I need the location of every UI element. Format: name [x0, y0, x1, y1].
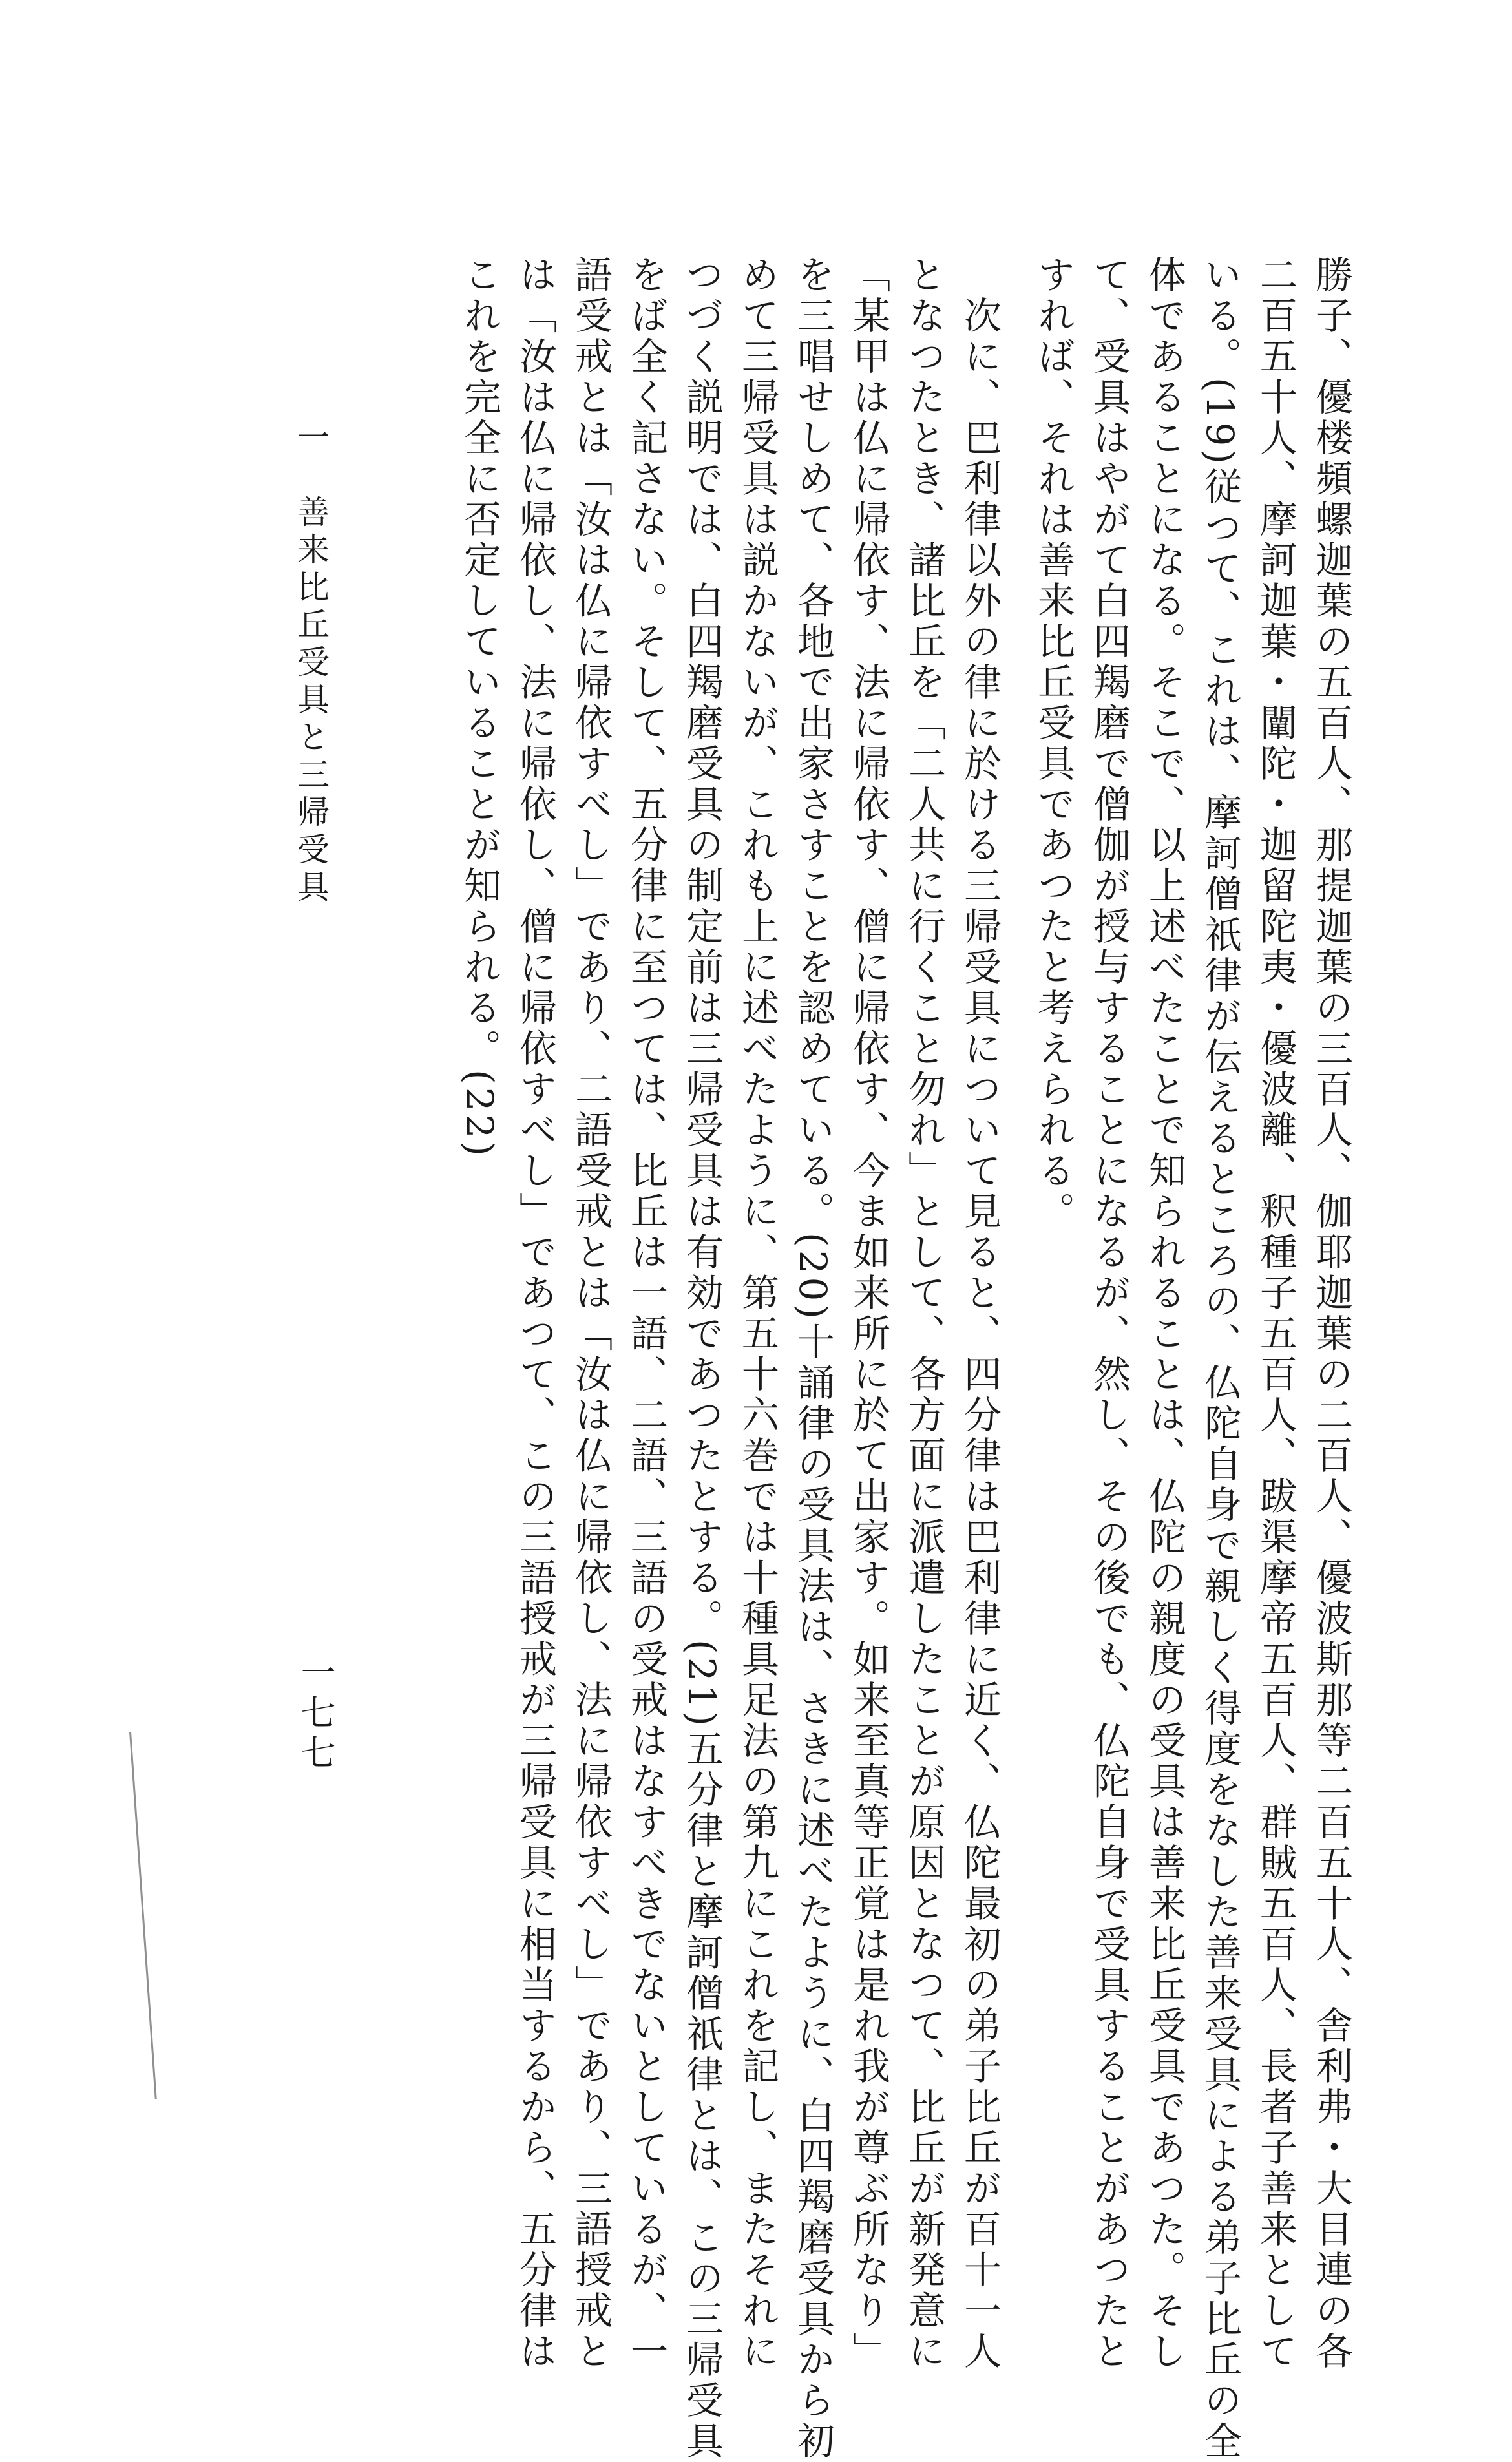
- text-column: をば全く記さない。そして、五分律に至つては、比丘は一語、二語、三語の受戒はなすべきでないとしているが、一: [624, 255, 668, 2372]
- text-column: となつたとき、諸比丘を「二人共に行くこと勿れ」として、各方面に派遣したことが原因となつて、比丘が新発意に: [902, 255, 946, 2372]
- text-column: いる。(19)従つて、これは、摩訶僧祇律が伝えるところの、仏陀自身で親しく得度をなした善来受具による弟子比丘の全: [1198, 255, 1242, 2462]
- text-column: すれば、それは善来比丘受具であつたと考えられる。: [1031, 255, 1075, 1232]
- scan-artifact-line: [129, 1732, 157, 2099]
- text-column: めて三帰受具は説かないが、これも上に述べたように、第五十六巻では十種具足法の第九にこれを記し、またそれに: [735, 255, 779, 2372]
- text-column: 語受戒とは「汝は仏に帰依すべし」であり、二語受戒とは「汝は仏に帰依し、法に帰依すべし」であり、三語授戒と: [569, 255, 613, 2372]
- text-column: 次に、巴利律以外の律に於ける三帰受具について見ると、四分律は巴利律に近く、仏陀最初の弟子比丘が百十一人: [958, 255, 1002, 2372]
- text-column: を三唱せしめて、各地で出家さすことを認めている。(20)十誦律の受具法は、さきに述べたように、白四羯磨受具から初: [791, 255, 835, 2462]
- text-column: 体であることになる。そこで、以上述べたことで知られることは、仏陀の親度の受具は善来比丘受具であつた。そし: [1142, 255, 1186, 2372]
- text-column: 「某甲は仏に帰依す、法に帰依す、僧に帰依す、今ま如来所に於て出家す。如来至真等正覚は是れ我が尊ぶ所なり」: [846, 255, 890, 2372]
- text-column: 勝子、優楼頻螺迦葉の五百人、那提迦葉の三百人、伽耶迦葉の二百人、優波斯那等二百五十人、舎利弗・大目連の各: [1309, 255, 1353, 2372]
- running-head: 一 善来比丘受具と三帰受具: [292, 420, 330, 907]
- text-column: て、受具はやがて白四羯磨で僧伽が授与することになるが、然し、その後でも、仏陀自身で受具することがあつたと: [1087, 255, 1131, 2372]
- text-column: は「汝は仏に帰依し、法に帰依し、僧に帰依すべし」であつて、この三語授戒が三帰受具に相当するから、五分律は: [513, 255, 557, 2372]
- text-column: 二百五十人、摩訶迦葉・闡陀・迦留陀夷・優波離、釈種子五百人、跋渠摩帝五百人、群賊五百人、長者子善来として: [1254, 255, 1297, 2372]
- text-column: つづく説明では、白四羯磨受具の制定前は三帰受具は有効であつたとする。(21)五分律と摩訶僧祇律とは、この三帰受具: [680, 255, 724, 2462]
- page-number: 一七七: [295, 1654, 336, 1774]
- text-column: これを完全に否定していることが知られる。(22): [457, 255, 501, 1160]
